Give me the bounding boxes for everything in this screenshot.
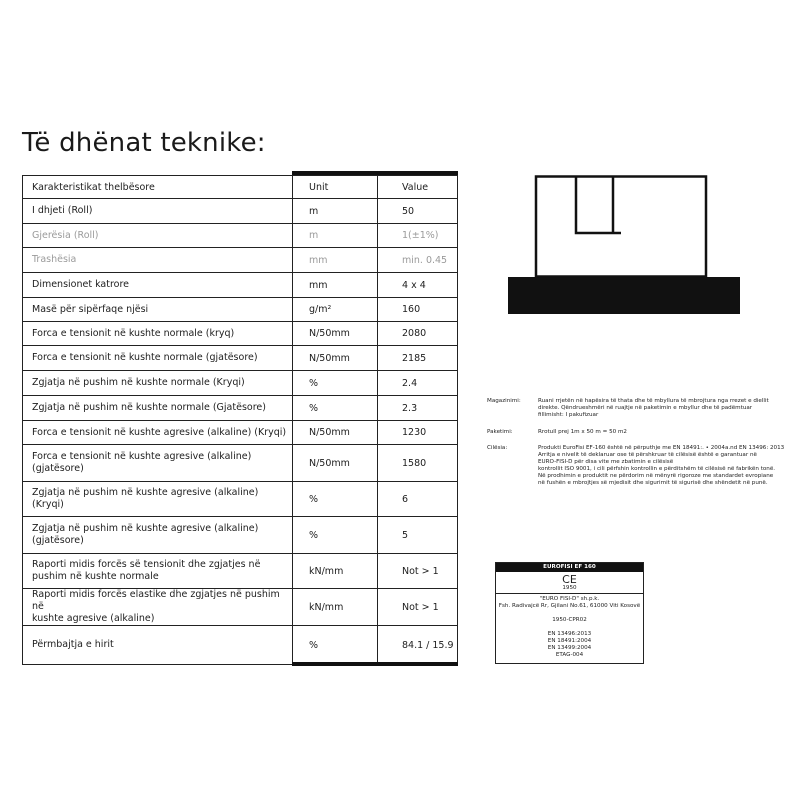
row-value: 2080 [378, 322, 458, 346]
info-text [538, 445, 787, 487]
row-characteristic-line: Përmbajtja e hirit [32, 639, 114, 650]
row-value: Not > 1 [378, 589, 458, 626]
row-unit: kN/mm [293, 554, 378, 589]
product-info [487, 398, 787, 487]
table-row [23, 589, 458, 626]
row-characteristic [23, 371, 293, 396]
row-characteristic-line: Forca e tensionit në kushte agresive (alkaline) (Kryqi) [32, 426, 287, 438]
row-unit: N/50mm [293, 445, 378, 482]
ce-mark: CE [562, 573, 577, 586]
page-title: Të dhënat teknike: [22, 128, 266, 158]
row-unit: % [293, 517, 378, 554]
table-row [23, 421, 458, 445]
row-characteristic [23, 626, 293, 665]
row-unit: % [293, 371, 378, 396]
table-row [23, 626, 458, 665]
ce-standard: EN 13499:2004 [547, 645, 592, 651]
row-characteristic [23, 273, 293, 298]
row-unit: N/50mm [293, 322, 378, 346]
table-bottom-bar [292, 662, 458, 666]
row-characteristic-line: Forca e tensionit në kushte agresive (alkaline) (gjatësore) [32, 451, 252, 474]
table-row [23, 554, 458, 589]
info-text-line: direkte. Qëndrueshmëri në ruajtje në paketimin e mbyllur dhe të padëmtuar [538, 405, 753, 411]
row-characteristic-line: kushte agresive (alkaline) [32, 613, 155, 624]
row-unit: mm [293, 273, 378, 298]
row-characteristic [23, 322, 293, 346]
row-characteristic-line: Dimensionet katrore [32, 279, 130, 290]
ce-company: "EURO FISI-D" sh.p.k. [539, 596, 600, 602]
info-text-line: fillimisht: I pakufizuar [538, 412, 599, 418]
table-row [23, 371, 458, 396]
row-unit: % [293, 626, 378, 665]
row-characteristic [23, 298, 293, 322]
row-value: 4 x 4 [378, 273, 458, 298]
base-layer [508, 277, 740, 314]
row-characteristic [23, 445, 293, 482]
info-text-line: Produkti EuroFisi EF-160 është në përputhje me EN 18491:. • 2004a.nd EN 13496: 2013 [538, 445, 785, 451]
row-unit: % [293, 396, 378, 421]
table-row [23, 199, 458, 224]
row-value: 2.4 [378, 371, 458, 396]
table-row [23, 396, 458, 421]
info-row [487, 429, 787, 436]
info-label: Cilësia: [487, 445, 508, 451]
info-text-line: Arritja e nivelit të deklaruar ose të përshkruar të cilësisë është e garantuar në [538, 452, 757, 458]
table-header-row [23, 176, 458, 199]
table-row [23, 248, 458, 273]
info-text [538, 398, 787, 419]
info-label: Magazinimi: [487, 398, 521, 404]
ce-divider [496, 593, 643, 594]
info-text [538, 429, 787, 436]
info-row [487, 398, 787, 419]
row-value: Not > 1 [378, 554, 458, 589]
data-table [22, 175, 458, 665]
info-text-line: Në prodhimin e produktit ne përdorim në mënyrë rigoroze me standardet evropiane [538, 473, 774, 479]
technical-data-table [22, 171, 458, 665]
row-characteristic [23, 396, 293, 421]
row-characteristic-line: Zgjatja në pushim në kushte agresive (alkaline) (gjatësore) [32, 523, 259, 546]
row-value: 6 [378, 482, 458, 517]
row-unit: N/50mm [293, 346, 378, 371]
row-unit: % [293, 482, 378, 517]
row-characteristic-line: Forca e tensionit në kushte normale (kryq) [32, 327, 235, 339]
table-row [23, 346, 458, 371]
row-characteristic [23, 554, 293, 589]
row-characteristic-line: Zgjatja në pushim në kushte normale (Gjatësore) [32, 402, 266, 413]
info-text-line: kontrollit ISO 9001, i cili përfshin kontrollin e përditshëm të cilësisë në fabrikën tonë. [538, 466, 776, 472]
row-value: 160 [378, 298, 458, 322]
row-unit: mm [293, 248, 378, 273]
header-characteristic: Karakteristikat thelbësore [23, 176, 293, 199]
table-row [23, 517, 458, 554]
outer-frame [536, 177, 706, 277]
row-unit: N/50mm [293, 421, 378, 445]
table-row [23, 273, 458, 298]
ce-code: 1950-CPR02 [552, 617, 587, 623]
row-value: 1580 [378, 445, 458, 482]
product-cross-section-diagram [508, 175, 740, 321]
row-characteristic [23, 248, 293, 273]
row-characteristic [23, 482, 293, 517]
row-value: min. 0.45 [378, 248, 458, 273]
ce-marking-label [495, 562, 644, 664]
table-row [23, 445, 458, 482]
ce-year: 1950 [562, 585, 577, 591]
table-row [23, 298, 458, 322]
row-characteristic [23, 224, 293, 248]
table-row [23, 224, 458, 248]
row-value: 1230 [378, 421, 458, 445]
row-characteristic [23, 199, 293, 224]
info-label: Paketimi: [487, 429, 513, 435]
info-text-line: Rrotull prej 1m x 50 m = 50 m2 [538, 429, 627, 435]
row-characteristic-line: Raporti midis forcës elastike dhe zgjatjes në pushim në [32, 589, 280, 612]
ce-standard: EN 18491:2004 [547, 638, 592, 644]
row-value: 50 [378, 199, 458, 224]
row-characteristic-line: Zgjatja në pushim në kushte agresive (alkaline) (Kryqi) [32, 487, 259, 510]
row-characteristic [23, 346, 293, 371]
row-characteristic [23, 517, 293, 554]
row-characteristic-line: pushim në kushte normale [32, 571, 159, 582]
row-unit: g/m² [293, 298, 378, 322]
info-text-line: Ruani rrjetën në hapësira të thata dhe të mbyllura të mbrojtura nga rrezet e diellit [538, 398, 769, 404]
row-value: 5 [378, 517, 458, 554]
row-value: 2185 [378, 346, 458, 371]
ce-standard: ETAG-004 [555, 652, 584, 658]
row-characteristic-line: Masë për sipërfaqe njësi [32, 303, 149, 315]
info-text-line: në fushën e mbrojtjes së mjedisit dhe sigurimit të sigurisë dhe shëndetit në punë. [538, 480, 768, 486]
row-unit: m [293, 224, 378, 248]
row-value: 2.3 [378, 396, 458, 421]
row-characteristic-line: Raporti midis forcës së tensionit dhe zgjatjes në [32, 559, 261, 570]
table-row [23, 322, 458, 346]
row-characteristic-line: I dhjeti (Roll) [32, 205, 93, 216]
row-characteristic-line: Gjerësia (Roll) [32, 229, 99, 241]
ce-standard: EN 13496:2013 [547, 631, 592, 637]
row-characteristic-line: Forca e tensionit në kushte normale (gjatësore) [32, 352, 258, 363]
table-row [23, 482, 458, 517]
header-unit: Unit [293, 176, 378, 199]
info-text-line: EURO-FISI-D për disa vite me zbatimin e cilësisë [538, 459, 674, 465]
row-unit: kN/mm [293, 589, 378, 626]
row-unit: m [293, 199, 378, 224]
ce-address: Fsh. Radivajcë Rr, Gjilani No.61, 61000 Viti Kosovë [498, 603, 641, 609]
row-characteristic [23, 421, 293, 445]
row-characteristic [23, 589, 293, 626]
ce-product-name: EUROFISI EF 160 [496, 563, 643, 572]
row-value: 84.1 / 15.9 [378, 626, 458, 665]
row-value: 1(±1%) [378, 224, 458, 248]
info-row [487, 445, 787, 487]
row-characteristic-line: Zgjatja në pushim në kushte normale (Kryqi) [32, 377, 245, 388]
header-value: Value [378, 176, 458, 199]
table-top-bar [292, 171, 458, 175]
row-characteristic-line: Trashësia [32, 254, 77, 265]
